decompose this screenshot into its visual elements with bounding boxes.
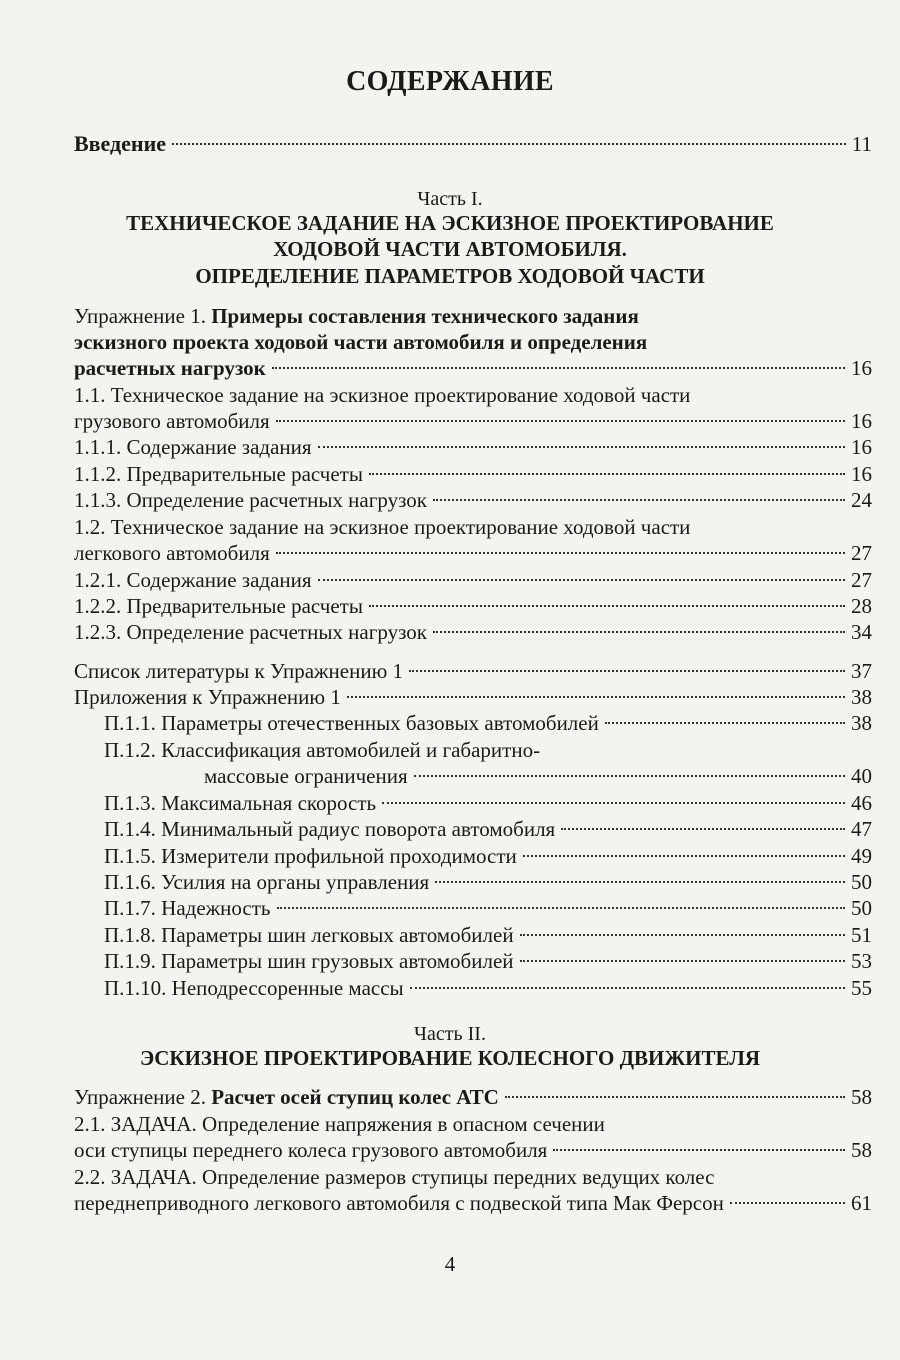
toc-label: расчетных нагрузок	[74, 356, 266, 380]
dot-leader	[318, 579, 845, 581]
toc-label: П.1.7. Надежность	[104, 896, 271, 920]
toc-page: 11	[851, 132, 872, 156]
toc-entry-1-1-3[interactable]	[74, 486, 872, 514]
part1-heading-line2: ХОДОВОЙ ЧАСТИ АВТОМОБИЛЯ.	[273, 237, 627, 261]
toc-entry-p-1-6[interactable]	[104, 868, 872, 896]
toc-label: переднеприводного легкового автомобиля с подвеской типа Мак Ферсон	[74, 1191, 724, 1215]
part1-heading-line3: ОПРЕДЕЛЕНИЕ ПАРАМЕТРОВ ХОДОВОЙ ЧАСТИ	[195, 264, 705, 288]
toc-page: 50	[851, 896, 872, 920]
toc-page: 24	[851, 488, 872, 512]
toc-entry-1-2-2[interactable]	[74, 592, 872, 620]
toc-label: грузового автомобиля	[74, 409, 270, 433]
toc-page: 38	[851, 711, 872, 735]
toc-page: 27	[851, 568, 872, 592]
s11-line1: 1.1. Техническое задание на эскизное проектирование ходовой части	[74, 383, 691, 407]
dot-leader	[272, 367, 845, 369]
toc-label: П.1.8. Параметры шин легковых автомобилей	[104, 923, 514, 947]
toc-entry-2-1[interactable]	[74, 1136, 872, 1164]
toc-entry-p-1-5[interactable]	[104, 842, 872, 870]
dot-leader	[277, 907, 845, 909]
dot-leader	[382, 802, 845, 804]
toc-label: П.1.10. Неподрессоренные массы	[104, 976, 404, 1000]
s21-line1: 2.1. ЗАДАЧА. Определение напряжения в опасном сечении	[74, 1112, 605, 1136]
dot-leader	[172, 143, 846, 145]
toc-entry-1-2-1[interactable]	[74, 566, 872, 594]
part2-heading: ЭСКИЗНОЕ ПРОЕКТИРОВАНИЕ КОЛЕСНОГО ДВИЖИТЕЛЯ	[139, 1046, 761, 1070]
dot-leader	[520, 934, 845, 936]
ex1-prefix: Упражнение 1.	[74, 304, 212, 328]
ex1-title-part1: Примеры составления технического задания	[211, 304, 639, 328]
toc-label: 1.1.2. Предварительные расчеты	[74, 462, 363, 486]
toc-label: оси ступицы переднего колеса грузового автомобиля	[74, 1138, 548, 1162]
toc-entry-p-1-9[interactable]	[104, 947, 872, 975]
toc-entry-p-1-1[interactable]	[104, 709, 872, 737]
toc-entry-p-1-4[interactable]	[104, 815, 872, 843]
toc-entry-1-1-2[interactable]	[74, 460, 872, 488]
toc-entry-1-1-1[interactable]	[74, 433, 872, 461]
toc-entry-literature[interactable]	[74, 657, 872, 685]
dot-leader	[414, 775, 845, 777]
toc-page: 40	[851, 764, 872, 788]
dot-leader	[433, 499, 845, 501]
toc-page: 61	[851, 1191, 872, 1215]
dot-leader	[523, 855, 845, 857]
toc-label: 1.1.3. Определение расчетных нагрузок	[74, 488, 427, 512]
dot-leader	[369, 605, 845, 607]
toc-entry-appendix[interactable]	[74, 683, 872, 711]
toc-page: 38	[851, 685, 872, 709]
s22-line1: 2.2. ЗАДАЧА. Определение размеров ступицы передних ведущих колес	[74, 1165, 715, 1189]
toc-page: 50	[851, 870, 872, 894]
toc-entry-p-1-7[interactable]	[104, 894, 872, 922]
toc-entry-ex2[interactable]	[74, 1083, 872, 1111]
ex1-title-part2: эскизного проекта ходовой части автомобиля и определения	[74, 330, 648, 354]
toc-entry-1-1[interactable]	[74, 407, 872, 435]
dot-leader	[553, 1149, 845, 1151]
toc-entry-1-2-3[interactable]	[74, 618, 872, 646]
dot-leader	[505, 1096, 845, 1098]
toc-entry-p-1-8[interactable]	[104, 921, 872, 949]
toc-label: 1.2.1. Содержание задания	[74, 568, 312, 592]
toc-label: легкового автомобиля	[74, 541, 270, 565]
toc-page: 16	[851, 435, 872, 459]
toc-entry-1-2[interactable]	[74, 539, 872, 567]
toc-page: 53	[851, 949, 872, 973]
dot-leader	[409, 670, 845, 672]
page-number: 4	[444, 1252, 456, 1276]
dot-leader	[276, 552, 845, 554]
dot-leader	[435, 881, 845, 883]
toc-page: 58	[851, 1138, 872, 1162]
toc-page: 28	[851, 594, 872, 618]
part1-label: Часть I.	[417, 188, 483, 210]
toc-label: 1.1.1. Содержание задания	[74, 435, 312, 459]
dot-leader	[276, 420, 845, 422]
dot-leader	[318, 446, 845, 448]
toc-label: П.1.6. Усилия на органы управления	[104, 870, 430, 894]
toc-label	[74, 1083, 499, 1111]
toc-page: 58	[851, 1085, 872, 1109]
part1-heading-line1: ТЕХНИЧЕСКОЕ ЗАДАНИЕ НА ЭСКИЗНОЕ ПРОЕКТИРОВАНИЕ	[126, 211, 774, 235]
toc-page: 37	[851, 659, 872, 683]
dot-leader	[520, 960, 845, 962]
dot-leader	[410, 987, 845, 989]
p12-line1: П.1.2. Классификация автомобилей и габаритно-	[104, 738, 541, 762]
toc-entry-p-1-2[interactable]	[204, 762, 872, 790]
toc-label: Приложения к Упражнению 1	[74, 685, 341, 709]
toc-page: 16	[851, 462, 872, 486]
ex2-prefix: Упражнение 2.	[74, 1085, 212, 1109]
page-title: СОДЕРЖАНИЕ	[346, 66, 554, 97]
dot-leader	[347, 696, 845, 698]
toc-label: Список литературы к Упражнению 1	[74, 659, 404, 683]
toc-page: 34	[851, 620, 872, 644]
toc-page: 49	[851, 844, 872, 868]
dot-leader	[369, 473, 845, 475]
toc-page: 47	[851, 817, 872, 841]
toc-entry-ex1[interactable]	[74, 354, 872, 382]
toc-label: Введение	[74, 131, 167, 156]
toc-label: 1.2.2. Предварительные расчеты	[74, 594, 363, 618]
dot-leader	[561, 828, 845, 830]
toc-page: 46	[851, 791, 872, 815]
dot-leader	[605, 722, 845, 724]
toc-label: П.1.4. Минимальный радиус поворота автомобиля	[104, 817, 556, 841]
dot-leader	[730, 1202, 845, 1204]
toc-entry-p-1-10[interactable]	[104, 974, 872, 1002]
toc-label: П.1.1. Параметры отечественных базовых автомобилей	[104, 711, 599, 735]
toc-label: П.1.9. Параметры шин грузовых автомобилей	[104, 949, 514, 973]
part2-label: Часть II.	[414, 1023, 486, 1045]
toc-page: 16	[851, 356, 872, 380]
toc-page: 51	[851, 923, 872, 947]
toc-label: массовые ограничения	[204, 764, 408, 788]
toc-entry-intro[interactable]	[74, 130, 872, 158]
s12-line1: 1.2. Техническое задание на эскизное проектирование ходовой части	[74, 515, 691, 539]
toc-label: 1.2.3. Определение расчетных нагрузок	[74, 620, 427, 644]
toc-page: 55	[851, 976, 872, 1000]
toc-page: 27	[851, 541, 872, 565]
ex2-title: Расчет осей ступиц колес АТС	[211, 1085, 499, 1109]
toc-entry-2-2[interactable]	[74, 1189, 872, 1217]
toc-label: П.1.5. Измерители профильной проходимости	[104, 844, 517, 868]
dot-leader	[433, 631, 845, 633]
ex1-line1	[74, 302, 639, 330]
toc-label: П.1.3. Максимальная скорость	[104, 791, 377, 815]
toc-page: 16	[851, 409, 872, 433]
toc-entry-p-1-3[interactable]	[104, 789, 872, 817]
